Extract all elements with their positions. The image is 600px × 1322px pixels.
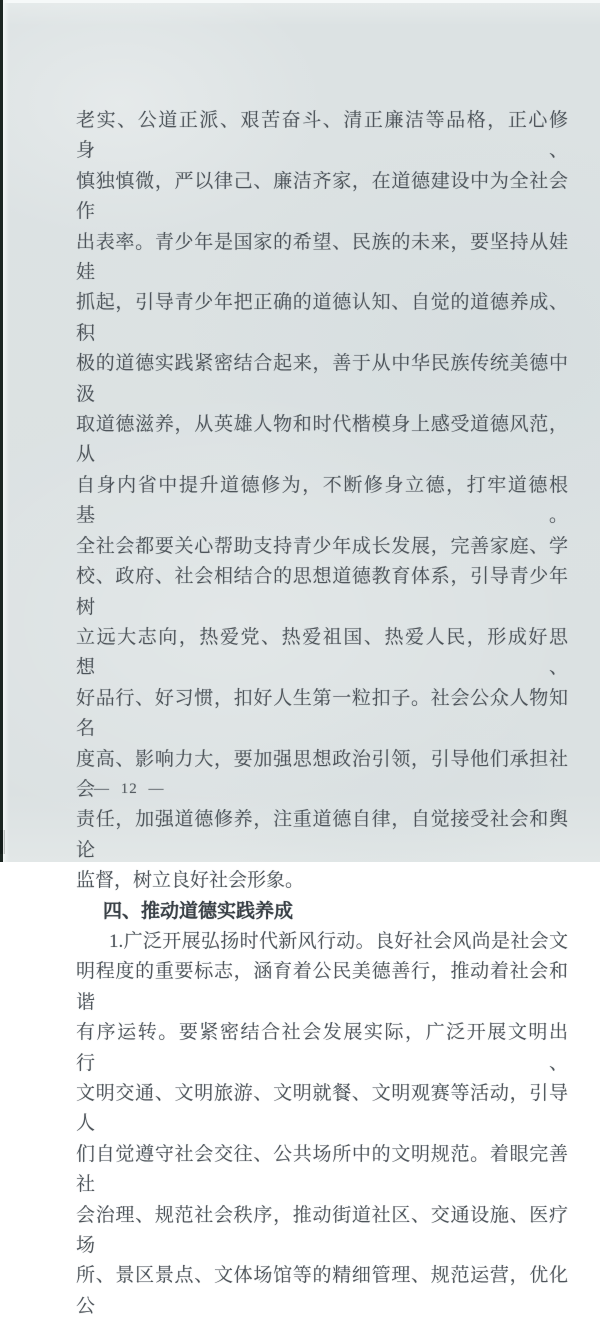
body-line: 度高、影响力大，要加强思想政治引领，引导他们承担社会 bbox=[76, 748, 568, 800]
body-line: 慎独慎微，严以律己、廉洁齐家，在道德建设中为全社会作 bbox=[76, 170, 568, 223]
body-line: 有序运转。要紧密结合社会发展实际，广泛开展文明出行、 bbox=[76, 1022, 568, 1074]
body-line: 文明交通、文明旅游、文明就餐、文明观赛等活动，引导人 bbox=[76, 1083, 568, 1135]
body-line: 老实、公道正派、艰苦奋斗、清正廉洁等品格，正心修身、 bbox=[76, 110, 568, 162]
body-line: 明程度的重要标志，涵育着公民美德善行，推动着社会和谐 bbox=[76, 961, 568, 1013]
body-line: 出表率。青少年是国家的希望、民族的未来，要坚持从娃娃 bbox=[76, 231, 568, 284]
body-line: 责任，加强道德修养，注重道德自律，自觉接受社会和舆论 bbox=[76, 809, 568, 861]
scan-top-edge bbox=[0, 0, 600, 3]
body-line: 立远大志向，热爱党、热爱祖国、热爱人民，形成好思想、 bbox=[76, 626, 568, 679]
body-line: 取道德滋养，从英雄人物和时代楷模身上感受道德风范，从 bbox=[76, 414, 568, 466]
body-line: 所、景区景点、文体场馆等的精细管理、规范运营，优化公 bbox=[76, 1265, 568, 1317]
body-line: 极的道德实践紧密结合起来，善于从中华民族传统美德中汲 bbox=[76, 353, 568, 405]
body-line: 抓起，引导青少年把正确的道德认知、自觉的道德养成、积 bbox=[76, 292, 568, 344]
body-line: 监督，树立良好社会形象。 bbox=[76, 870, 305, 892]
body-line: 自身内省中提升道德修为，不断修身立德，打牢道德根基。 bbox=[76, 474, 568, 527]
scan-left-highlight bbox=[3, 0, 9, 862]
page-number: — 12 — bbox=[94, 781, 165, 797]
body-line: 全社会都要关心帮助支持青少年成长发展，完善家庭、学 bbox=[76, 535, 568, 557]
section-heading: 四、推动道德实践养成 bbox=[103, 900, 294, 922]
document-body bbox=[76, 106, 568, 1322]
body-line: 1.广泛开展弘扬时代新风行动。良好社会风尚是社会文 bbox=[109, 930, 568, 952]
body-line: 校、政府、社会相结合的思想道德教育体系，引导青少年树 bbox=[76, 566, 568, 618]
body-line: 会治理、规范社会秩序，推动街道社区、交通设施、医疗场 bbox=[76, 1204, 568, 1257]
body-line: 们自觉遵守社会交往、公共场所中的文明规范。着眼完善社 bbox=[76, 1143, 568, 1196]
body-line: 好品行、好习惯，扣好人生第一粒扣子。社会公众人物知名 bbox=[76, 687, 568, 740]
